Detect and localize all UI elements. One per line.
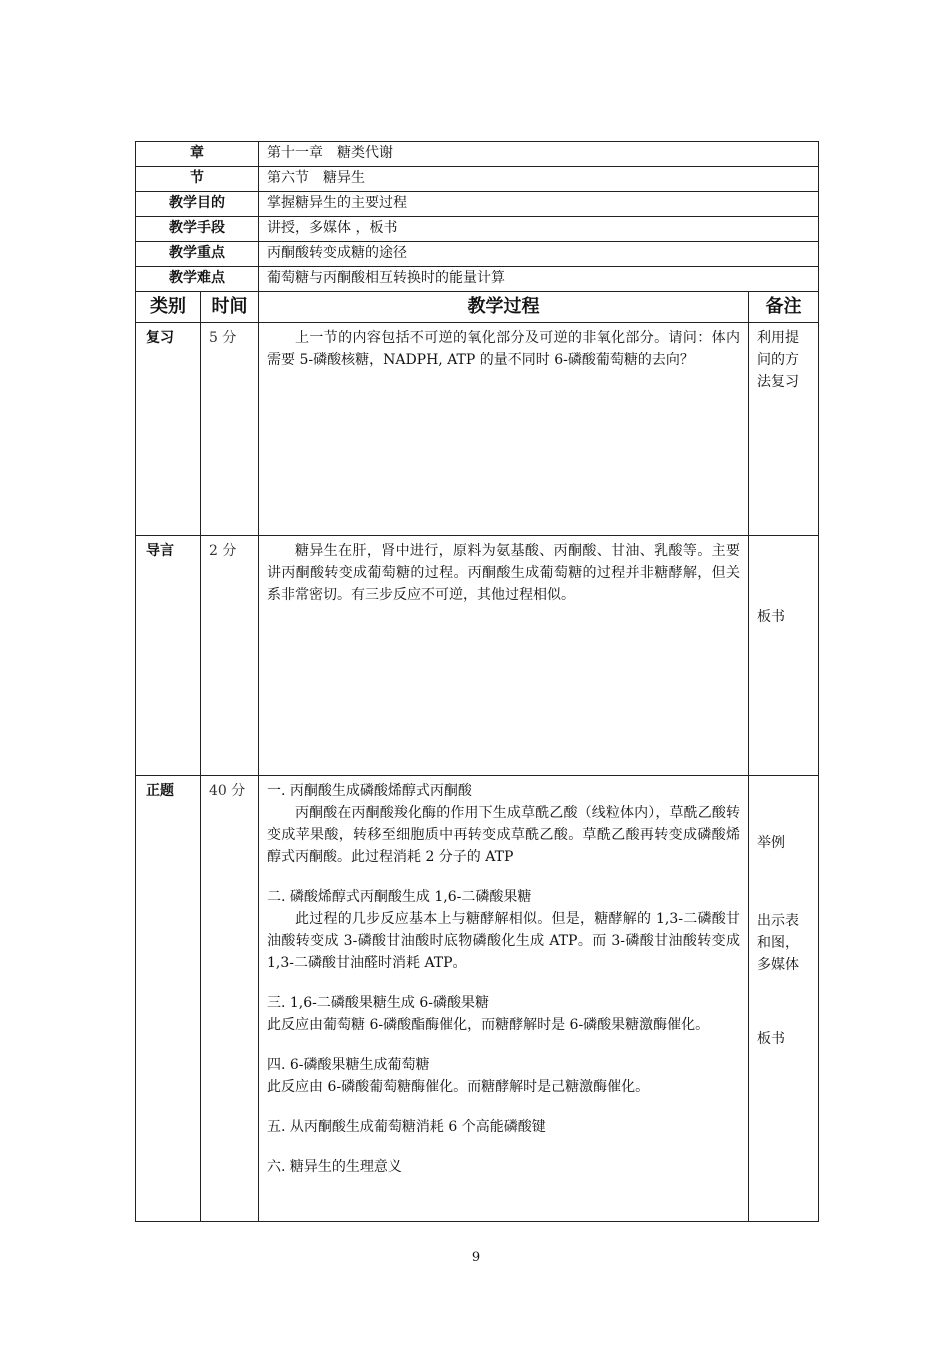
lesson-plan-table (135, 141, 819, 1222)
means-row (136, 217, 819, 242)
item6-title: 六. 糖异生的生理意义 (267, 1159, 402, 1175)
column-header-time: 时间 (201, 292, 259, 323)
intro-category: 导言 (136, 536, 201, 776)
review-paragraph: 上一节的内容包括不可逆的氧化部分及可逆的非氧化部分。请问：体内需要 5-磷酸核糖，NADPH, ATP 的量不同时 6-磷酸葡萄糖的去向？ (267, 330, 740, 368)
review-time: 5 分 (201, 323, 259, 536)
main-note-board: 板书 (757, 1031, 785, 1047)
intro-note-cell (749, 536, 819, 776)
main-note-cell (749, 776, 819, 1222)
section-row (136, 167, 819, 192)
page-number: 9 (471, 1250, 481, 1265)
means-label: 教学手段 (136, 217, 259, 242)
intro-time: 2 分 (201, 536, 259, 776)
column-header-process: 教学过程 (259, 292, 749, 323)
goal-label: 教学目的 (136, 192, 259, 217)
main-note-example: 举例 (757, 835, 785, 851)
chapter-row (136, 142, 819, 167)
section-value: 第六节 糖异生 (259, 167, 819, 192)
focus-label: 教学重点 (136, 242, 259, 267)
intro-row (136, 536, 819, 776)
intro-paragraph: 糖异生在肝，肾中进行，原料为氨基酸、丙酮酸、甘油、乳酸等。主要讲丙酮酸转变成葡萄糖的过程。丙酮酸生成葡萄糖的过程并非糖酵解，但关系非常密切。有三步反应不可逆，其他过程相似。 (267, 543, 740, 603)
item3-body: 此反应由葡萄糖 6-磷酸酯酶催化，而糖酵解时是 6-磷酸果糖激酶催化。 (267, 1017, 710, 1033)
review-note: 利用提问的方法复习 (749, 323, 819, 536)
difficulty-row (136, 267, 819, 292)
focus-value: 丙酮酸转变成糖的途径 (259, 242, 819, 267)
item2-body: 此过程的几步反应基本上与糖酵解相似。但是，糖酵解的 1,3-二磷酸甘油酸转变成 3-磷酸甘油酸时底物磷酸化生成 ATP。而 3-磷酸甘油酸转变成 1,3-二磷酸甘油醛时消耗 ATP。 (267, 911, 740, 971)
means-value: 讲授，多媒体 ，板书 (259, 217, 819, 242)
chapter-value: 第十一章 糖类代谢 (259, 142, 819, 167)
item3-title: 三. 1,6-二磷酸果糖生成 6-磷酸果糖 (267, 995, 489, 1011)
column-header-notes: 备注 (749, 292, 819, 323)
column-header-category: 类别 (136, 292, 201, 323)
main-note-multimedia: 出示表和图，多媒体 (757, 913, 799, 973)
review-row (136, 323, 819, 536)
item5-title: 五. 从丙酮酸生成葡萄糖消耗 6 个高能磷酸键 (267, 1119, 546, 1135)
intro-note: 板书 (757, 609, 785, 625)
review-category: 复习 (136, 323, 201, 536)
main-time: 40 分 (201, 776, 259, 1222)
main-process (259, 776, 749, 1222)
goal-value: 掌握糖异生的主要过程 (259, 192, 819, 217)
difficulty-value: 葡萄糖与丙酮酸相互转换时的能量计算 (259, 267, 819, 292)
focus-row (136, 242, 819, 267)
item2-title: 二. 磷酸烯醇式丙酮酸生成 1,6-二磷酸果糖 (267, 889, 532, 905)
goal-row (136, 192, 819, 217)
item1-body: 丙酮酸在丙酮酸羧化酶的作用下生成草酰乙酸（线粒体内），草酰乙酸转变成苹果酸，转移至细胞质中再转变成草酰乙酸。草酰乙酸再转变成磷酸烯醇式丙酮酸。此过程消耗 2 分子的 ATP (267, 805, 740, 865)
intro-process (259, 536, 749, 776)
chapter-label: 章 (136, 142, 259, 167)
section-label: 节 (136, 167, 259, 192)
main-category: 正题 (136, 776, 201, 1222)
difficulty-label: 教学难点 (136, 267, 259, 292)
item4-body: 此反应由 6-磷酸葡萄糖酶催化。而糖酵解时是己糖激酶催化。 (267, 1079, 650, 1095)
item1-title: 一. 丙酮酸生成磷酸烯醇式丙酮酸 (267, 783, 472, 799)
column-header-row (136, 292, 819, 323)
review-process (259, 323, 749, 536)
item4-title: 四. 6-磷酸果糖生成葡萄糖 (267, 1057, 430, 1073)
main-row (136, 776, 819, 1222)
